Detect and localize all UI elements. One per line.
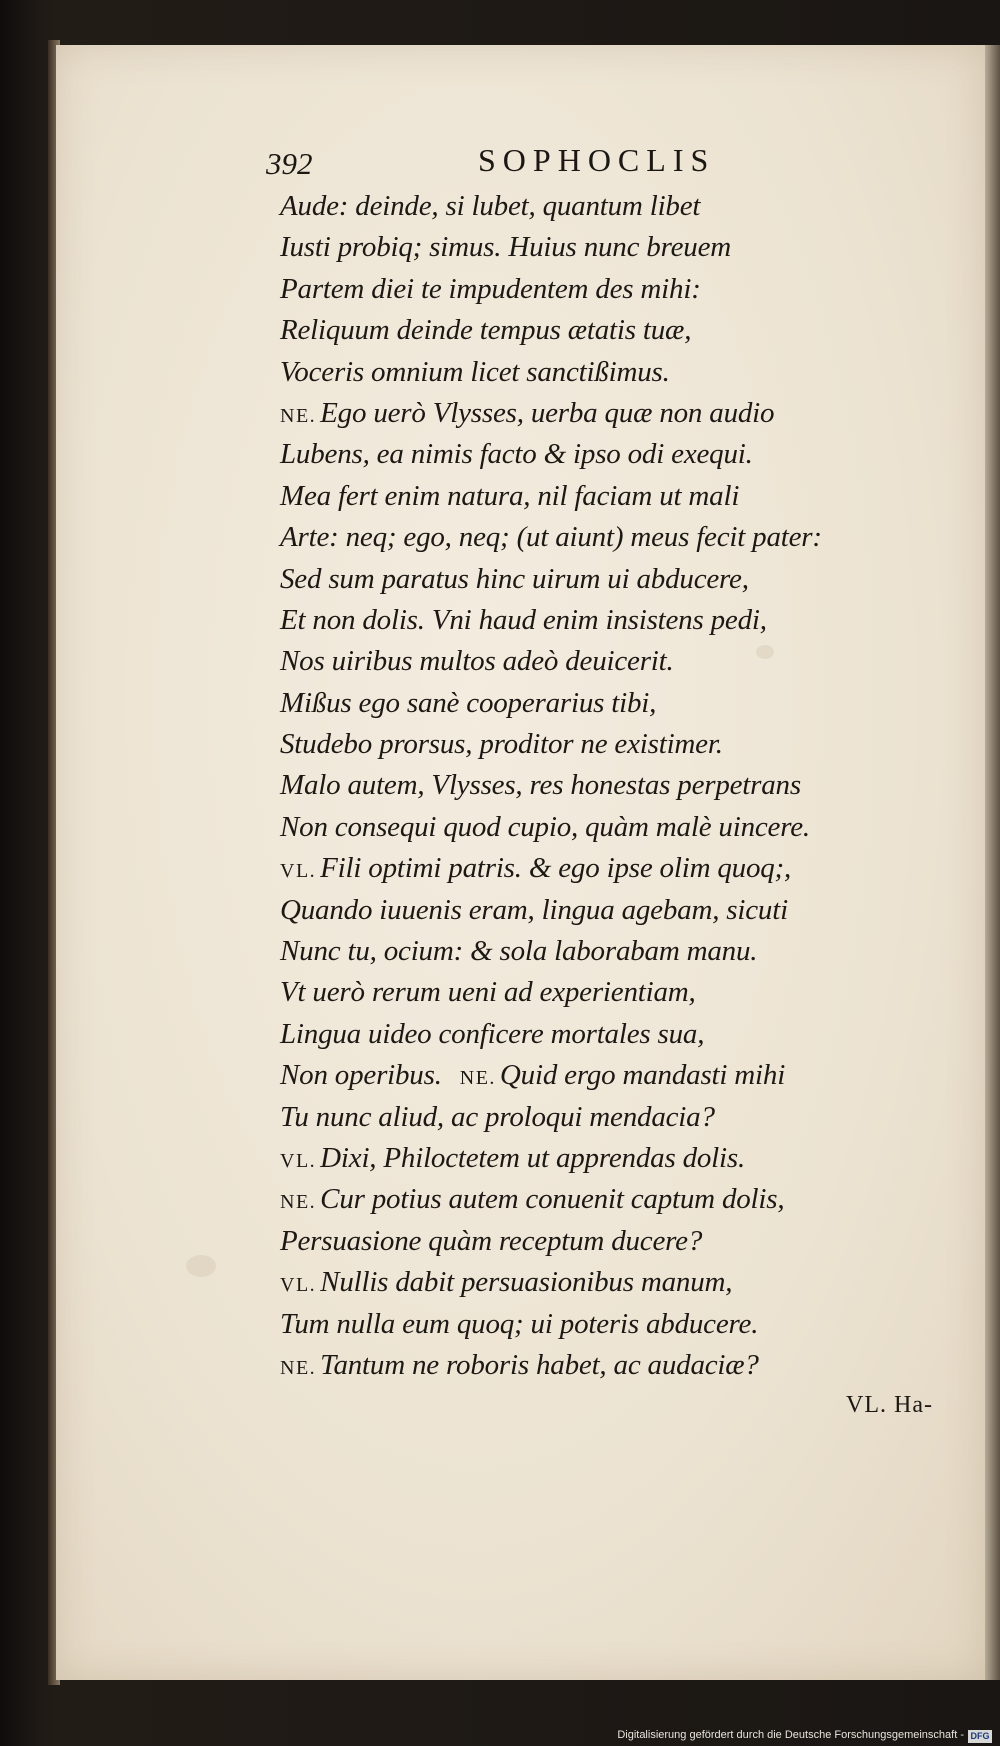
verse-text-span: Et non dolis. Vni haud enim insistens pedi, [280,603,767,636]
verse-text-span: Arte: neq; ego, neq; (ut aiunt) meus fecit pater: [280,521,822,554]
verse-line [280,1179,920,1220]
dfg-logo: DFG [968,1730,992,1743]
verse-line [280,1345,920,1386]
verse-line [280,269,920,310]
verse-text-span: Vt uerò rerum ueni ad experientiam, [280,976,696,1009]
verse-text-span: Malo autem, Vlysses, res honestas perpetrans [280,769,801,802]
verse-line [280,1014,920,1055]
verse-text-span: Persuasione quàm receptum ducere? [280,1224,703,1257]
verse-line [280,1221,920,1262]
verse-line [280,434,920,475]
verse-text-span: Quid ergo mandasti mihi [499,1059,786,1092]
verse-text-span: Tu nunc aliud, ac proloqui mendacia? [280,1100,715,1133]
verse-line [280,1097,920,1138]
speaker-label: NE. [280,404,317,427]
verse-text-span: Voceris omnium licet sanctißimus. [280,355,670,388]
speaker-label: NE. [459,1067,496,1090]
speaker-label: NE. [280,1191,317,1214]
speaker-label: VL. [280,860,317,883]
speaker-label: VL. [280,1274,317,1297]
verse-text-span: Nos uiribus multos adeò deuicerit. [280,645,674,678]
verse-line [280,1304,920,1345]
verse-line [280,807,920,848]
verse-text-span: Ego uerò Vlysses, uerba quæ non audio [320,396,775,429]
verse-text-span: Quando iuuenis eram, lingua agebam, sicuti [280,893,788,926]
speaker-label: NE. [280,1356,317,1379]
verse-text-span: Fili optimi patris. & ego ipse olim quoq;, [320,852,792,885]
verse-text [280,186,920,1386]
verse-text-span: Tum nulla eum quoq; ui poteris abducere. [280,1307,759,1340]
verse-text-span: Non consequi quod cupio, quàm malè uincere. [280,810,810,843]
verse-text-span: Nunc tu, ocium: & sola laborabam manu. [280,935,758,968]
verse-line [280,476,920,517]
page-edge [985,45,1000,1680]
catchword: VL. Ha- [846,1392,933,1418]
verse-text-span: Sed sum paratus hinc uirum ui abducere, [280,562,749,595]
verse-line [280,890,920,931]
verse-line [280,1262,920,1303]
verse-text-span: Nullis dabit persuasionibus manum, [320,1266,733,1299]
verse-text-span: Reliquum deinde tempus ætatis tuæ, [280,314,692,347]
verse-line [280,765,920,806]
verse-text-span: Non operibus. [280,1059,442,1092]
verse-line [280,393,920,434]
verse-line [280,517,920,558]
verse-line [280,848,920,889]
verse-text-span: Tantum ne roboris habet, ac audaciæ? [320,1348,759,1381]
verse-line [280,931,920,972]
verse-line [280,972,920,1013]
paper-stain [186,1255,216,1277]
verse-line [280,186,920,227]
speaker-label: VL. [280,1149,317,1172]
verse-text-span: Dixi, Philoctetem ut apprendas dolis. [320,1141,746,1174]
verse-text-span: Aude: deinde, si lubet, quantum libet [280,190,701,222]
verse-line [280,600,920,641]
verse-line [280,1055,920,1096]
running-head: SOPHOCLIS [478,142,716,178]
page-number: 392 [266,146,313,181]
verse-line [280,227,920,268]
verse-text-span: Studebo prorsus, proditor ne existimer. [280,728,723,761]
verse-text-span: Lingua uideo conficere mortales sua, [280,1017,705,1050]
page-header [258,138,778,188]
verse-text-span: Partem diei te impudentem des mihi: [280,272,701,305]
verse-text-span: Lubens, ea nimis facto & ipso odi exequi. [280,438,753,471]
verse-line [280,352,920,393]
verse-line [280,724,920,765]
verse-text-span: Mißus ego sanè cooperarius tibi, [280,686,657,719]
verse-text-span: Mea fert enim natura, nil faciam ut mali [280,479,740,512]
footer-bar [0,1728,1000,1746]
verse-line [280,310,920,351]
verse-line [280,559,920,600]
verse-text-span: Iusti probiq; simus. Huius nunc breuem [280,231,732,264]
verse-line [280,1138,920,1179]
verse-line [280,683,920,724]
verse-line [280,641,920,682]
funding-credit: Digitalisierung gefördert durch die Deutsche Forschungsgemeinschaft - [617,1729,964,1741]
verse-text-span: Cur potius autem conuenit captum dolis, [320,1183,785,1216]
